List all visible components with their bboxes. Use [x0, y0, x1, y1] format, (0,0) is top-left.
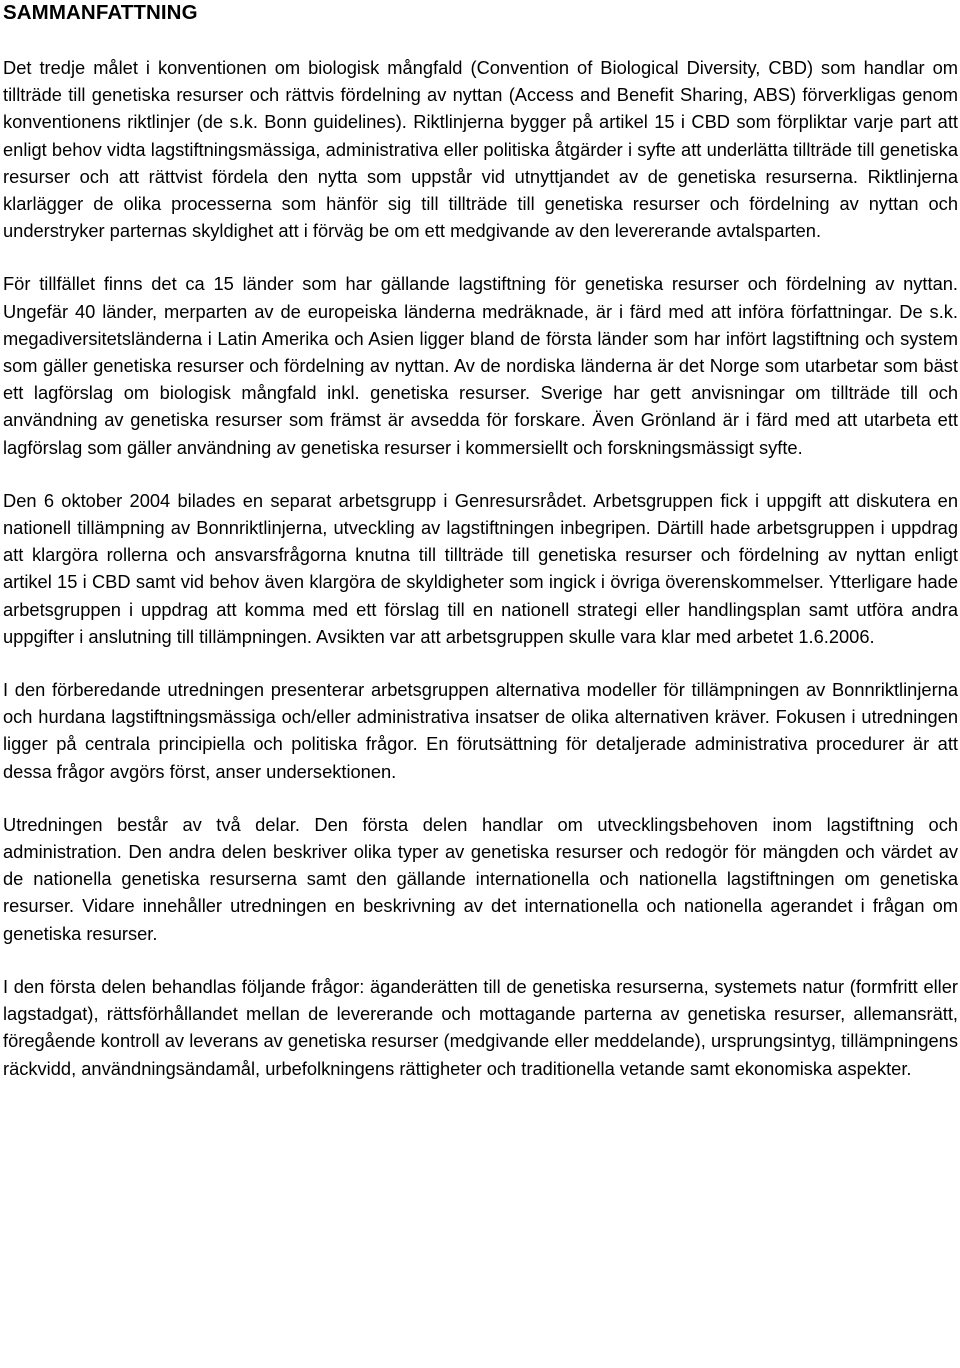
- paragraph-5: Utredningen består av två delar. Den första delen handlar om utvecklingsbehoven inom lagstiftning och administration. Den andra delen beskriver olika typer av genetiska resurser och redogör för mängden och värdet av de nationella genetiska resurserna samt den gällande internationella och nationella lagstiftningen om genetiska resurser. Vidare innehåller utredningen en beskrivning av det internationella och nationella agerandet i frågan om genetiska resurser.: [3, 813, 958, 944]
- section-heading: SAMMANFATTNING: [3, 1, 198, 24]
- paragraph-2: För tillfället finns det ca 15 länder som har gällande lagstiftning för genetiska resurser och fördelning av nyttan. Ungefär 40 länder, merparten av de europeiska länderna medräknade, är i färd med att införa författningar. De s.k. megadiversitetsländerna i Latin Amerika och Asien ligger bland de första länder som har infört lagstiftning och system som gäller genetiska resurser och fördelning av nyttan. Av de nordiska länderna är det Norge som utarbetar som bäst ett lagförslag om biologisk mångfald inkl. genetiska resurser. Sverige har gett anvisningar om tillträde till och användning av genetiska resurser som främst är avsedda för forskare. Även Grönland är i färd med att utarbeta ett lagförslag som gäller användning av genetiska resurser i kommersiellt och forskningsmässigt syfte.: [3, 273, 958, 458]
- paragraph-4: I den förberedande utredningen presenterar arbetsgruppen alternativa modeller för tillämpningen av Bonnriktlinjerna och hurdana lagstiftningsmässiga och/eller administrativa insatser de olika alternativen kräver. Fokusen i utredningen ligger på centrala principiella och politiska frågor. En förutsättning för detaljerade administrativa procedurer är att dessa frågor avgörs först, anser undersektionen.: [3, 679, 958, 782]
- paragraph-3: Den 6 oktober 2004 bilades en separat arbetsgrupp i Genresursrådet. Arbetsgruppen fick i uppgift att diskutera en nationell tillämpning av Bonnriktlinjerna, utveckling av lagstiftningen inbegripen. Därtill hade arbetsgruppen i uppdrag att klargöra rollerna och ansvarsfrågorna knutna till tillträde till genetiska resurser och fördelning av nyttan enligt artikel 15 i CBD samt vid behov även klargöra de skyldigheter som ingick i övriga överenskommelser. Ytterligare hade arbetsgruppen i uppdrag att komma med ett förslag till en nationell strategi eller handlingsplan samt utföra andra uppgifter i anslutning till tillämpningen. Avsikten var att arbetsgruppen skulle vara klar med arbetet 1.6.2006.: [3, 489, 958, 647]
- paragraph-1: Det tredje målet i konventionen om biologisk mångfald (Convention of Biological Diversity, CBD) som handlar om tillträde till genetiska resurser och rättvis fördelning av nyttan (Access and Benefit Sharing, ABS) förverkligas genom konventionens riktlinjer (de s.k. Bonn guidelines). Riktlinjerna bygger på artikel 15 i CBD som förpliktar varje part att enligt behov vidta lagstiftningsmässiga, administrativa eller politiska åtgärder i syfte att underlätta tillträde till genetiska resurser och att rättvist fördela den nytta som uppstår vid utnyttjandet av de genetiska resurserna. Riktlinjerna klarlägger de olika processerna som hänför sig till tillträde till genetiska resurser och fördelning av nyttan och understryker parternas skyldighet att i förväg be om ett medgivande av den levererande avtalsparten.: [3, 57, 958, 242]
- paragraph-6: I den första delen behandlas följande frågor: äganderätten till de genetiska resurserna, systemets natur (formfritt eller lagstadgat), rättsförhållandet mellan de levererande och mottagande parterna av genetiska resurser, allemansrätt, föregående kontroll av leverans av genetiska resurser (medgivande eller meddelande), ursprungsintyg, tillämpningens räckvidd, användningsändamål, urbefolkningens rättigheter och traditionella vetande samt ekonomiska aspekter.: [3, 975, 958, 1079]
